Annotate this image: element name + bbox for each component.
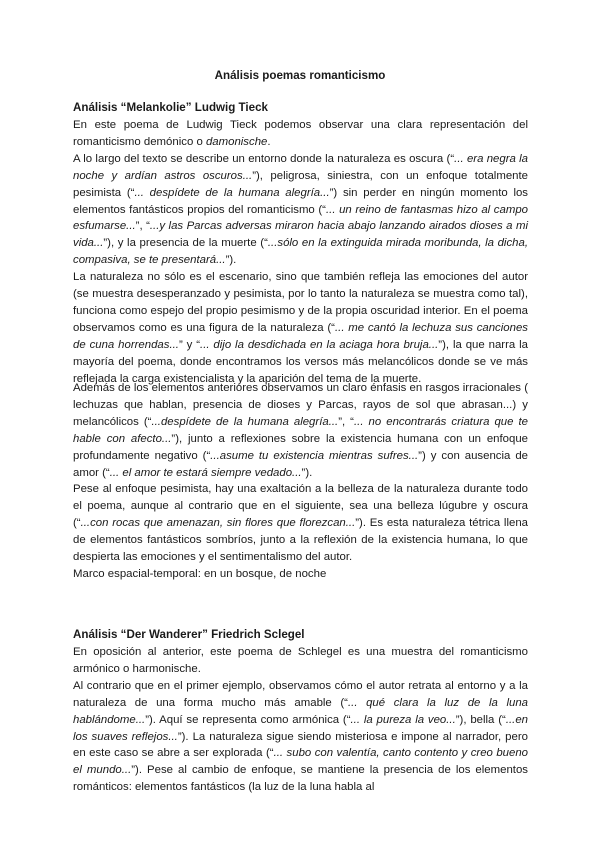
quote-text: ...sólo en la extinguida mirada moribunda, la dicha, compasiva, se te presentará... (73, 237, 528, 267)
paragraph (73, 269, 528, 387)
quote-text: ...y las Parcas adversas miraron hacia abajo lanzando airados dioses a mi vida... (73, 220, 528, 250)
quote-text: ... me cantó la lechuza sus canciones de cuna horrendas... (73, 321, 528, 351)
text-run: ”), junto a reflexiones sobre la existencia humana con un enfoque profundamente negativo (“ (73, 432, 528, 462)
quote-text: ... el amor te estará siempre vedado... (109, 466, 302, 479)
paragraph (73, 151, 528, 269)
quote-text: ... un reino de fantasmas hizo al campo esfumarse... (73, 203, 528, 233)
text-run: . (267, 135, 271, 148)
paragraph (73, 678, 528, 796)
quote-text: damonische (205, 135, 268, 148)
text-run: En oposición al anterior, este poema de Schlegel es una muestra del romanticismo armónico o harmonische. (73, 646, 528, 675)
text-run: Además de los elementos anteriores observamos un claro énfasis en rasgos irracionales ( lechuzas que hablan, presencia de dioses y Parcas, rayos de sol que abrasan...) y melancólicos (“ (73, 382, 528, 428)
text-run: ” y “ (178, 338, 201, 351)
quote-text: ... la pureza la veo... (350, 713, 456, 726)
text-run: En este poema de Ludwig Tieck podemos observar una clara representación del romanticismo demónico o (73, 119, 528, 148)
section-body-der-wanderer (73, 644, 528, 796)
text-run: ”) y con ausencia de amor (“ (73, 449, 528, 479)
paragraph (73, 481, 528, 566)
quote-text: ...asume tu existencia mientras sufres... (210, 449, 419, 462)
text-run: ”). Aquí se representa como armónica (“ (145, 713, 351, 726)
quote-text: ... qué clara la luz de la luna hablándome... (73, 696, 529, 726)
text-run: ”), peligrosa, siniestra, con un enfoque totalmente pesimista (“ (73, 169, 528, 199)
text-run: ”), bella (“ (455, 713, 506, 726)
paragraph (73, 380, 528, 481)
text-run: ”, “ (135, 220, 150, 233)
quote-text: ... dijo la desdichada en la aciaga hora bruja... (200, 338, 439, 351)
text-run: ”). Es esta naturaleza tétrica llena de elementos fantásticos sombríos, junto a la reflexión de la existencia humana, lo que despierta las emociones y el sentimentalismo del autor. (73, 517, 528, 564)
paragraph (73, 644, 528, 678)
text-run: ”). (225, 254, 237, 267)
text-run: Pese al enfoque pesimista, hay una exaltación a la belleza de la naturaleza durante todo el poema, aunque al contrario que en el siguiente, sea una belleza lúgubre y oscura (“ (73, 483, 528, 530)
section-heading-melankolie: Análisis “Melankolie” Ludwig Tieck (73, 101, 268, 114)
text-run: ”). Pese al cambio de enfoque, se mantiene la presencia de los elementos románticos: elementos fantásticos (la luz de la luna habla al (73, 764, 528, 794)
text-run: ”). (301, 466, 313, 479)
quote-text: ...despídete de la humana alegría... (151, 415, 339, 428)
text-run: La naturaleza no sólo es el escenario, sino que también refleja las emociones del autor (se muestra desesperanzado y pesimista, por lo tanto la naturaleza se muestra como tal), funciona como espejo del propio pesimismo y de la propia oscuridad interior. En el poema observamos como es una figura de la naturaleza (“ (73, 271, 528, 334)
section-heading-der-wanderer: Análisis “Der Wanderer” Friedrich Sclegel (73, 628, 305, 641)
text-run: ”, “ (338, 415, 354, 428)
text-run: A lo largo del texto se describe un entorno donde la naturaleza es oscura (“ (73, 152, 455, 165)
quote-text: ... subo con valentía, canto contento y creo bueno el mundo... (73, 747, 528, 777)
quote-text: ...en los suaves reflejos... (73, 713, 528, 743)
text-run: ”), y la presencia de la muerte (“ (103, 237, 268, 250)
quote-text: ... despídete de la humana alegría... (134, 186, 330, 199)
paragraph (73, 117, 528, 151)
quote-text: ...con rocas que amenazan, sin flores que florezcan... (80, 517, 356, 530)
text-run: ”) sin perder en ningún momento los elementos fantásticos propios del romanticismo (“ (73, 186, 529, 216)
text-run: Al contrario que en el primer ejemplo, observamos cómo el autor retrata al entorno y a la naturaleza de una forma mucho más amable (“ (73, 679, 528, 709)
text-run: ”), la que narra la mayoría del poema, donde encontramos los versos más melancólicos donde se ve más reflejada la carga existencialista y la aparición del tema de la muerte. (73, 338, 528, 385)
text-run: ”). La naturaleza sigue siendo misteriosa e impone al narrador, pero en este caso se abre a ser explorada (“ (73, 730, 528, 760)
document-title: Análisis poemas romanticismo (214, 69, 386, 82)
section-body-melankolie-continued (73, 380, 528, 566)
spatial-temporal-setting: Marco espacial-temporal: en un bosque, de noche (73, 568, 327, 580)
section-body-melankolie (73, 117, 528, 388)
quote-text: ... era negra la noche y ardían astros oscuros... (73, 152, 529, 182)
quote-text: ... no encontrarás criatura que te hable con afecto... (73, 415, 528, 445)
